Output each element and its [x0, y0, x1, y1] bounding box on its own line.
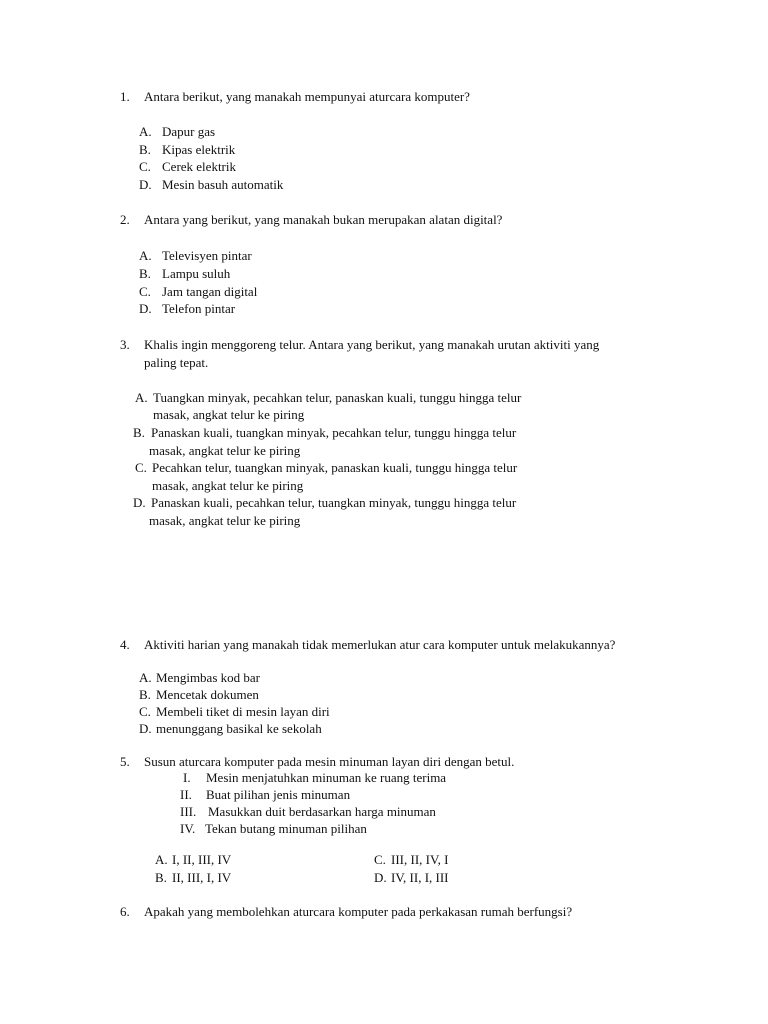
option-text: Telefon pintar	[162, 301, 236, 316]
question-number: 3.	[120, 337, 130, 352]
option-text: IV, II, I, III	[391, 870, 449, 885]
option-letter: C.	[374, 852, 386, 867]
option-letter: A.	[139, 248, 152, 263]
step-numeral: III.	[180, 804, 197, 819]
option-letter: D.	[139, 301, 152, 316]
option-letter: A.	[139, 124, 152, 139]
option-text: Panaskan kuali, pecahkan telur, tuangkan minyak, tunggu hingga telur	[151, 495, 517, 510]
option-text: menunggang basikal ke sekolah	[156, 721, 322, 736]
option-text: Cerek elektrik	[162, 159, 236, 174]
option-text: III, II, IV, I	[391, 852, 449, 867]
option-text: Mencetak dokumen	[156, 687, 259, 702]
option-text: Membeli tiket di mesin layan diri	[156, 704, 330, 719]
option-letter: B.	[133, 425, 145, 440]
option-letter: A.	[155, 852, 168, 867]
option-text: II, III, I, IV	[172, 870, 232, 885]
option-letter: B.	[139, 266, 151, 281]
step-text: Mesin menjatuhkan minuman ke ruang terima	[206, 770, 447, 785]
question-number: 2.	[120, 212, 130, 227]
option-text-continued: masak, angkat telur ke piring	[152, 478, 304, 493]
option-letter: A.	[135, 390, 148, 405]
option-letter: D.	[133, 495, 146, 510]
option-text-continued: masak, angkat telur ke piring	[153, 407, 305, 422]
question-text-continued: paling tepat.	[144, 355, 209, 370]
question-text: Susun aturcara komputer pada mesin minuman layan diri dengan betul.	[144, 754, 515, 769]
option-text: Pecahkan telur, tuangkan minyak, panaskan kuali, tunggu hingga telur	[152, 460, 518, 475]
option-text-continued: masak, angkat telur ke piring	[149, 443, 301, 458]
option-letter: D.	[139, 721, 152, 736]
option-letter: C.	[139, 159, 151, 174]
question-text: Khalis ingin menggoreng telur. Antara yang berikut, yang manakah urutan aktiviti yang	[144, 337, 600, 352]
option-text: Dapur gas	[162, 124, 216, 139]
option-letter: B.	[139, 687, 151, 702]
option-text: Jam tangan digital	[162, 284, 258, 299]
option-text: Kipas elektrik	[162, 142, 236, 157]
option-letter: C.	[135, 460, 147, 475]
option-text: Lampu suluh	[162, 266, 231, 281]
option-letter: B.	[155, 870, 167, 885]
option-text: Tuangkan minyak, pecahkan telur, panaskan kuali, tunggu hingga telur	[153, 390, 522, 405]
question-number: 4.	[120, 637, 130, 652]
option-letter: D.	[139, 177, 152, 192]
option-text: Televisyen pintar	[162, 248, 252, 263]
question-number: 6.	[120, 904, 130, 919]
option-text: Panaskan kuali, tuangkan minyak, pecahkan telur, tunggu hingga telur	[151, 425, 517, 440]
step-numeral: I.	[183, 770, 191, 785]
option-letter: C.	[139, 704, 151, 719]
option-text: I, II, III, IV	[172, 852, 232, 867]
question-text: Antara berikut, yang manakah mempunyai aturcara komputer?	[144, 89, 470, 104]
option-letter: D.	[374, 870, 387, 885]
option-letter: C.	[139, 284, 151, 299]
step-text: Buat pilihan jenis minuman	[206, 787, 351, 802]
step-numeral: IV.	[180, 821, 196, 836]
step-numeral: II.	[180, 787, 192, 802]
question-number: 1.	[120, 89, 130, 104]
option-letter: A.	[139, 670, 152, 685]
step-text: Masukkan duit berdasarkan harga minuman	[208, 804, 436, 819]
step-text: Tekan butang minuman pilihan	[205, 821, 367, 836]
option-letter: B.	[139, 142, 151, 157]
option-text-continued: masak, angkat telur ke piring	[149, 513, 301, 528]
question-number: 5.	[120, 754, 130, 769]
question-text: Aktiviti harian yang manakah tidak memerlukan atur cara komputer untuk melakukannya?	[144, 637, 616, 652]
option-text: Mesin basuh automatik	[162, 177, 284, 192]
question-text: Antara yang berikut, yang manakah bukan merupakan alatan digital?	[144, 212, 503, 227]
option-text: Mengimbas kod bar	[156, 670, 260, 685]
question-text: Apakah yang membolehkan aturcara komputer pada perkakasan rumah berfungsi?	[144, 904, 573, 919]
